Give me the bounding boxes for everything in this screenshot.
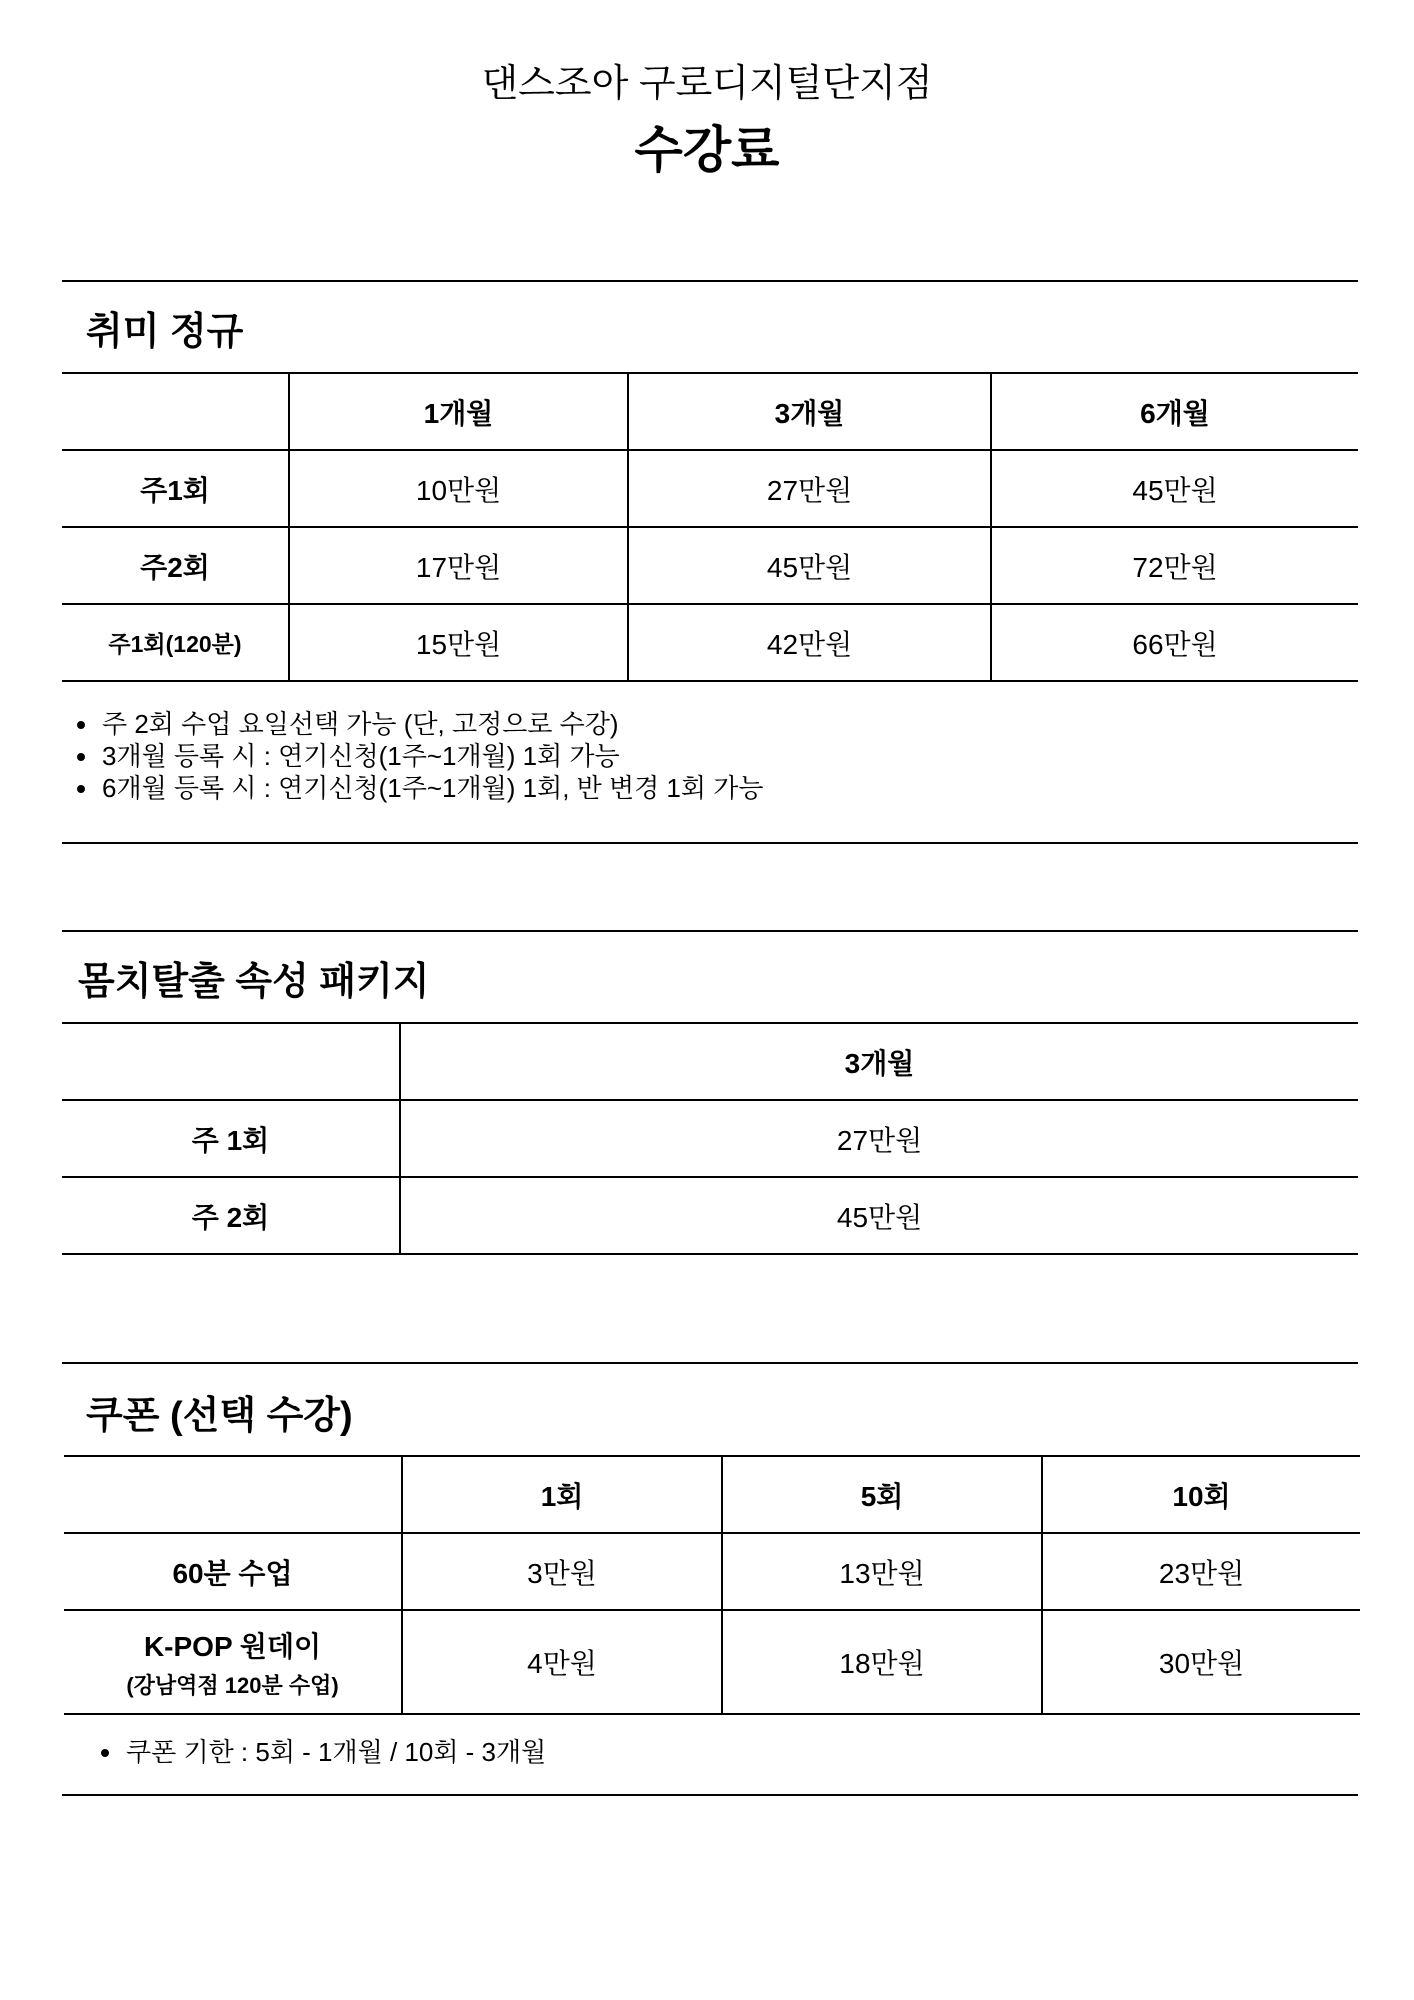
studio-name: 댄스조아 구로디지털단지점 <box>481 63 933 105</box>
table-row <box>62 604 1358 681</box>
price-cell: 15만원 <box>289 604 628 681</box>
row-label: 주1회(120분) <box>62 604 289 681</box>
row-label <box>64 1610 402 1714</box>
price-cell: 13만원 <box>722 1533 1042 1610</box>
price-cell: 17만원 <box>289 527 628 604</box>
section-title-coupon: 쿠폰 (선택 수강) <box>86 1395 353 1437</box>
section-divider <box>62 280 1358 282</box>
column-header: 3개월 <box>628 373 991 450</box>
price-cell: 30만원 <box>1042 1610 1360 1714</box>
row-label: 주1회 <box>62 450 289 527</box>
section-divider <box>62 930 1358 932</box>
column-header: 10회 <box>1042 1456 1360 1533</box>
table-row <box>62 1100 1358 1177</box>
column-header: 6개월 <box>991 373 1358 450</box>
section-title-hobby: 취미 정규 <box>86 311 244 353</box>
price-cell: 72만원 <box>991 527 1358 604</box>
table-row <box>62 1177 1358 1254</box>
hobby-notes <box>62 708 1360 804</box>
hobby-price-table <box>62 372 1358 682</box>
note-item: • 쿠폰 기한 : 5회 - 1개월 / 10회 - 3개월 <box>124 1736 1364 1768</box>
price-cell: 45만원 <box>628 527 991 604</box>
price-cell: 18만원 <box>722 1610 1042 1714</box>
section-divider <box>62 1794 1358 1796</box>
column-header: 1개월 <box>289 373 628 450</box>
price-cell: 66만원 <box>991 604 1358 681</box>
price-cell: 42만원 <box>628 604 991 681</box>
price-cell: 45만원 <box>991 450 1358 527</box>
table-row <box>64 1610 1360 1714</box>
table-row <box>62 527 1358 604</box>
row-label: 주2회 <box>62 527 289 604</box>
section-divider <box>62 1362 1358 1364</box>
column-header <box>62 1023 400 1100</box>
page-title: 수강료 <box>634 122 780 178</box>
section-title-package: 몸치탈출 속성 패키지 <box>78 961 430 1003</box>
column-header: 3개월 <box>400 1023 1358 1100</box>
row-label-text: K-POP 원데이 <box>143 1630 322 1662</box>
price-cell: 27만원 <box>628 450 991 527</box>
column-header <box>64 1456 402 1533</box>
row-label <box>64 1533 402 1610</box>
row-label-text: 60분 수업 <box>172 1557 293 1589</box>
table-header-row <box>62 373 1358 450</box>
note-item: • 3개월 등록 시 : 연기신청(1주~1개월) 1회 가능 <box>100 740 1360 772</box>
column-header <box>62 373 289 450</box>
note-item: • 6개월 등록 시 : 연기신청(1주~1개월) 1회, 반 변경 1회 가능 <box>100 772 1360 804</box>
row-sublabel: (강남역점 120분 수업) <box>126 1672 339 1698</box>
column-header: 5회 <box>722 1456 1042 1533</box>
table-header-row <box>64 1456 1360 1533</box>
price-cell: 10만원 <box>289 450 628 527</box>
price-cell: 4만원 <box>402 1610 722 1714</box>
price-cell: 23만원 <box>1042 1533 1360 1610</box>
column-header: 1회 <box>402 1456 722 1533</box>
section-divider <box>62 842 1358 844</box>
coupon-notes <box>86 1736 1364 1768</box>
coupon-price-table <box>64 1455 1360 1715</box>
package-price-table <box>62 1022 1358 1255</box>
row-label: 주 2회 <box>62 1177 400 1254</box>
table-row <box>62 450 1358 527</box>
price-cell: 27만원 <box>400 1100 1358 1177</box>
price-cell: 3만원 <box>402 1533 722 1610</box>
row-label: 주 1회 <box>62 1100 400 1177</box>
note-item: • 주 2회 수업 요일선택 가능 (단, 고정으로 수강) <box>100 708 1360 740</box>
table-row <box>64 1533 1360 1610</box>
table-header-row <box>62 1023 1358 1100</box>
price-cell: 45만원 <box>400 1177 1358 1254</box>
